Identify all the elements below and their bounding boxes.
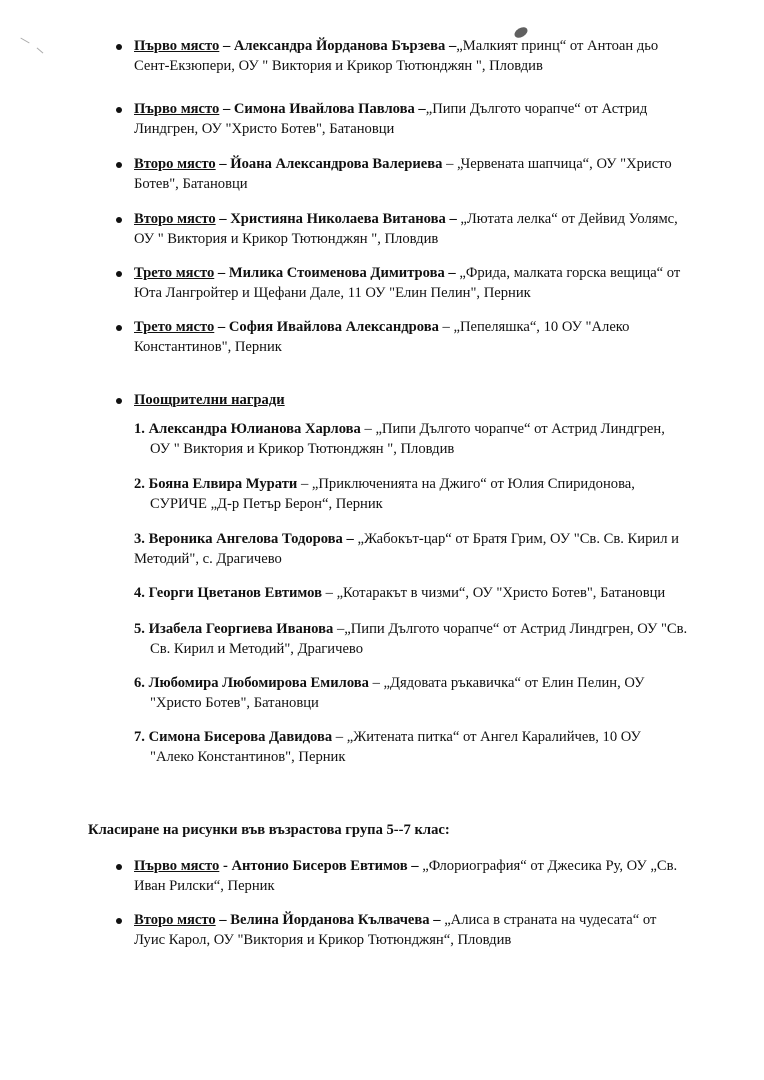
encouragement-item bbox=[134, 727, 734, 767]
dash: – bbox=[215, 211, 231, 227]
encouragement-item bbox=[134, 673, 734, 713]
work-details: – „Дядовата ръкавичка“ от Елин Пелин, ОУ bbox=[368, 675, 645, 691]
work-details-line2: "Алеко Константинов", Перник bbox=[150, 749, 346, 765]
bullet-icon bbox=[116, 271, 122, 277]
work-details: „Алиса в страната на чудесата“ от bbox=[440, 912, 657, 928]
place-label: Трето място bbox=[134, 319, 215, 335]
encouragement-heading-text: Поощрителни награди bbox=[134, 392, 285, 408]
place-label: Второ място bbox=[134, 912, 216, 928]
item-number: 1. bbox=[134, 421, 145, 437]
dash: – bbox=[215, 912, 231, 928]
item-number: 4. bbox=[134, 585, 145, 601]
awardee-name: Георги Цветанов Евтимов bbox=[148, 585, 322, 601]
bullet-icon bbox=[116, 44, 122, 50]
work-details-line2: Луис Карол, ОУ "Виктория и Крикор Тютюнджян“, Пловдив bbox=[134, 932, 512, 948]
place-label: Първо място bbox=[134, 38, 220, 54]
awardee-name: Любомира Любомирова Емилова bbox=[148, 675, 369, 691]
work-details-line2: Иван Рилски“, Перник bbox=[134, 878, 275, 894]
work-details: „Жабокът-цар“ от Братя Грим, ОУ "Св. Св. Кирил и bbox=[353, 531, 679, 547]
work-details: „Флориография“ от Джесика Ру, ОУ „Св. bbox=[418, 858, 678, 874]
dash: - bbox=[219, 858, 232, 874]
winner-name: Йоана Александрова Валериева bbox=[230, 156, 443, 172]
bullet-icon bbox=[116, 398, 122, 404]
work-details: – „Пепеляшка“, 10 ОУ "Алеко bbox=[438, 319, 630, 335]
work-details-line2: Методий", с. Драгичево bbox=[134, 551, 282, 567]
section-heading: Класиране на рисунки във възрастова група 5--7 клас: bbox=[88, 822, 450, 838]
place-label: Трето място bbox=[134, 265, 215, 281]
winner-name: София Ивайлова Александрова bbox=[228, 319, 439, 335]
winner-entry bbox=[134, 36, 734, 76]
winner-name: Антонио Бисеров Евтимов – bbox=[231, 858, 419, 874]
bullet-icon bbox=[116, 864, 122, 870]
work-details-line2: "Христо Ботев", Батановци bbox=[150, 695, 319, 711]
scan-mark bbox=[20, 38, 29, 44]
place-label: Първо място bbox=[134, 858, 220, 874]
scan-mark bbox=[37, 48, 44, 54]
place-label: Второ място bbox=[134, 156, 216, 172]
awardee-name: Изабела Георгиева Иванова bbox=[148, 621, 334, 637]
winner-name: Милика Стоименова Димитрова – bbox=[228, 265, 456, 281]
item-number: 6. bbox=[134, 675, 145, 691]
work-details-line2: Линдгрен, ОУ "Христо Ботев", Батановци bbox=[134, 121, 395, 137]
work-details-line2: Св. Кирил и Методий", Драгичево bbox=[150, 641, 364, 657]
work-details: – „Пипи Дългото чорапче“ от Астрид Линдгрен, bbox=[360, 421, 665, 437]
work-details: – „Приключенията на Джиго“ от Юлия Спиридонова, bbox=[297, 476, 635, 492]
winner-entry bbox=[134, 856, 734, 896]
dash: – bbox=[215, 156, 231, 172]
encouragement-item bbox=[134, 419, 734, 459]
item-number: 7. bbox=[134, 729, 145, 745]
dash: – bbox=[214, 319, 229, 335]
item-number: 2. bbox=[134, 476, 145, 492]
awardee-name: Вероника Ангелова Тодорова – bbox=[148, 531, 354, 547]
work-details-line2: Юта Лангройтер и Щефани Дале, 11 ОУ "Елин Пелин", Перник bbox=[134, 285, 531, 301]
bullet-icon bbox=[116, 325, 122, 331]
bullet-icon bbox=[116, 162, 122, 168]
dash: – bbox=[219, 101, 234, 117]
work-details-line2: Ботев", Батановци bbox=[134, 176, 248, 192]
work-details: „Лютата лелка“ от Дейвид Уолямс, bbox=[456, 211, 678, 227]
work-details: – „Червената шапчица“, ОУ "Христо bbox=[442, 156, 672, 172]
encouragement-item bbox=[134, 583, 734, 603]
winner-entry bbox=[134, 263, 734, 303]
work-details-line2: ОУ " Виктория и Крикор Тютюнджян ", Пловдив bbox=[150, 441, 455, 457]
winner-name: Александра Йорданова Бързева – bbox=[233, 38, 457, 54]
awardee-name: Бояна Елвира Мурати bbox=[148, 476, 298, 492]
bullet-icon bbox=[116, 918, 122, 924]
work-details: – „Житената питка“ от Ангел Каралийчев, 10 ОУ bbox=[332, 729, 641, 745]
work-details: – „Котаракът в чизми“, ОУ "Христо Ботев", Батановци bbox=[321, 585, 666, 601]
winner-entry bbox=[134, 317, 734, 357]
work-details: „Малкият принц“ от Антоан дьо bbox=[456, 38, 659, 54]
winner-entry bbox=[134, 209, 734, 249]
place-label: Второ място bbox=[134, 211, 216, 227]
awardee-name: Симона Бисерова Давидова bbox=[148, 729, 333, 745]
item-number: 5. bbox=[134, 621, 145, 637]
work-details-line2: Сент-Екзюпери, ОУ " Виктория и Крикор Тютюнджян ", Пловдив bbox=[134, 58, 543, 74]
encouragement-item bbox=[134, 529, 734, 569]
encouragement-item bbox=[134, 474, 734, 514]
winner-entry bbox=[134, 154, 734, 194]
encouragement-heading bbox=[134, 390, 734, 410]
awardee-name: Александра Юлианова Харлова bbox=[148, 421, 361, 437]
work-details: „Пипи Дългото чорапче“ от Астрид bbox=[425, 101, 648, 117]
bullet-icon bbox=[116, 107, 122, 113]
dash: – bbox=[214, 265, 229, 281]
bullet-icon bbox=[116, 217, 122, 223]
place-label: Първо място bbox=[134, 101, 220, 117]
work-details-line2: Константинов", Перник bbox=[134, 339, 282, 355]
winner-entry bbox=[134, 99, 734, 139]
encouragement-item bbox=[134, 619, 734, 659]
work-details: –„Пипи Дългото чорапче“ от Астрид Линдгрен, ОУ "Св. bbox=[333, 621, 688, 637]
work-details-line2: СУРИЧЕ „Д-р Петър Берон“, Перник bbox=[150, 496, 383, 512]
winner-name: Симона Ивайлова Павлова – bbox=[233, 101, 426, 117]
work-details: „Фрида, малката горска вещица“ от bbox=[455, 265, 681, 281]
dash: – bbox=[219, 38, 234, 54]
winner-name: Велина Йорданова Кълвачева – bbox=[230, 912, 441, 928]
item-number: 3. bbox=[134, 531, 145, 547]
winner-name: Християна Николаева Витанова – bbox=[230, 211, 457, 227]
winner-entry bbox=[134, 910, 734, 950]
work-details-line2: ОУ " Виктория и Крикор Тютюнджян ", Пловдив bbox=[134, 231, 439, 247]
